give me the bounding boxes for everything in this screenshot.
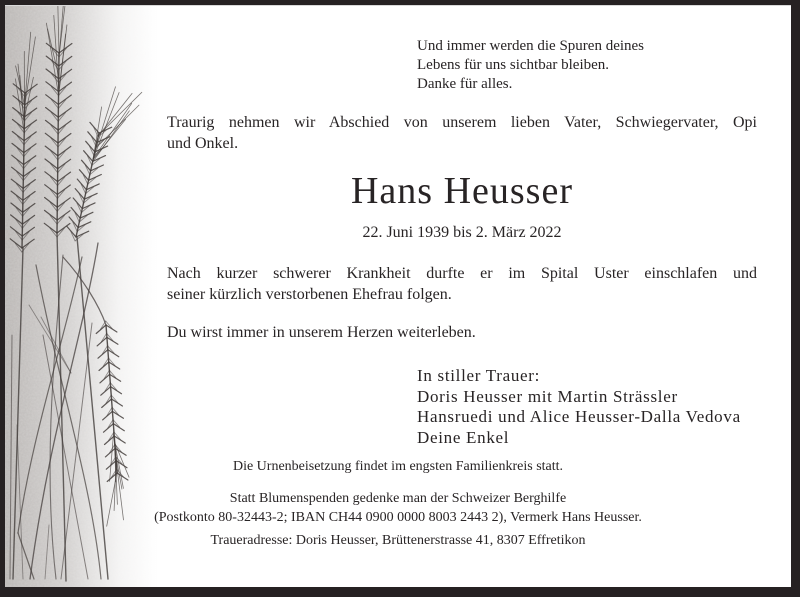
frame-bottom <box>0 587 800 597</box>
donation-note <box>5 489 791 527</box>
intro-line-2: und Onkel. <box>167 135 239 152</box>
epigraph-line-3: Danke für alles. <box>417 76 513 92</box>
mourner-line: Deine Enkel <box>417 427 510 447</box>
frame-left <box>0 0 5 597</box>
mourner-line: Doris Heusser mit Martin Strässler <box>417 386 678 406</box>
condolence-line-2: seiner kürzlich verstorbenen Ehefrau folgen. <box>167 286 452 303</box>
mourners-section <box>417 366 777 448</box>
frame-right <box>791 0 800 597</box>
condolence-paragraph <box>167 263 757 305</box>
mourners-heading: In stiller Trauer: <box>417 366 541 385</box>
condolence-line-1: Nach kurzer schwerer Krankheit durfte er im Spital Uster einschlafen und <box>167 265 757 282</box>
epigraph-line-1: Und immer werden die Spuren deines <box>417 38 645 54</box>
donation-note-line-1: Statt Blumenspenden gedenke man der Schweizer Berghilfe <box>229 491 567 506</box>
deceased-name: Hans Heusser <box>350 170 573 212</box>
farewell-line: Du wirst immer in unserem Herzen weiterleben. <box>167 324 476 341</box>
mourner-line: Hansruedi und Alice Heusser-Dalla Vedova <box>417 407 741 426</box>
intro-line-1: Traurig nehmen wir Abschied von unserem lieben Vater, Schwiegervater, Opi <box>167 114 757 131</box>
mourning-address: Traueradresse: Doris Heusser, Brüttenerstrasse 41, 8307 Effretikon <box>210 533 586 548</box>
epigraph-line-2: Lebens für uns sichtbar bleiben. <box>417 57 610 73</box>
funeral-note: Die Urnenbeisetzung findet im engsten Familienkreis statt. <box>232 459 564 474</box>
donation-note-line-2: (Postkonto 80-32443-2; IBAN CH44 0900 0000 8003 2443 2), Vermerk Hans Heusser. <box>154 510 642 525</box>
epigraph <box>417 37 717 94</box>
intro-paragraph <box>167 112 757 154</box>
frame-inner-line <box>5 5 791 6</box>
life-dates: 22. Juni 1939 bis 2. März 2022 <box>362 224 562 241</box>
